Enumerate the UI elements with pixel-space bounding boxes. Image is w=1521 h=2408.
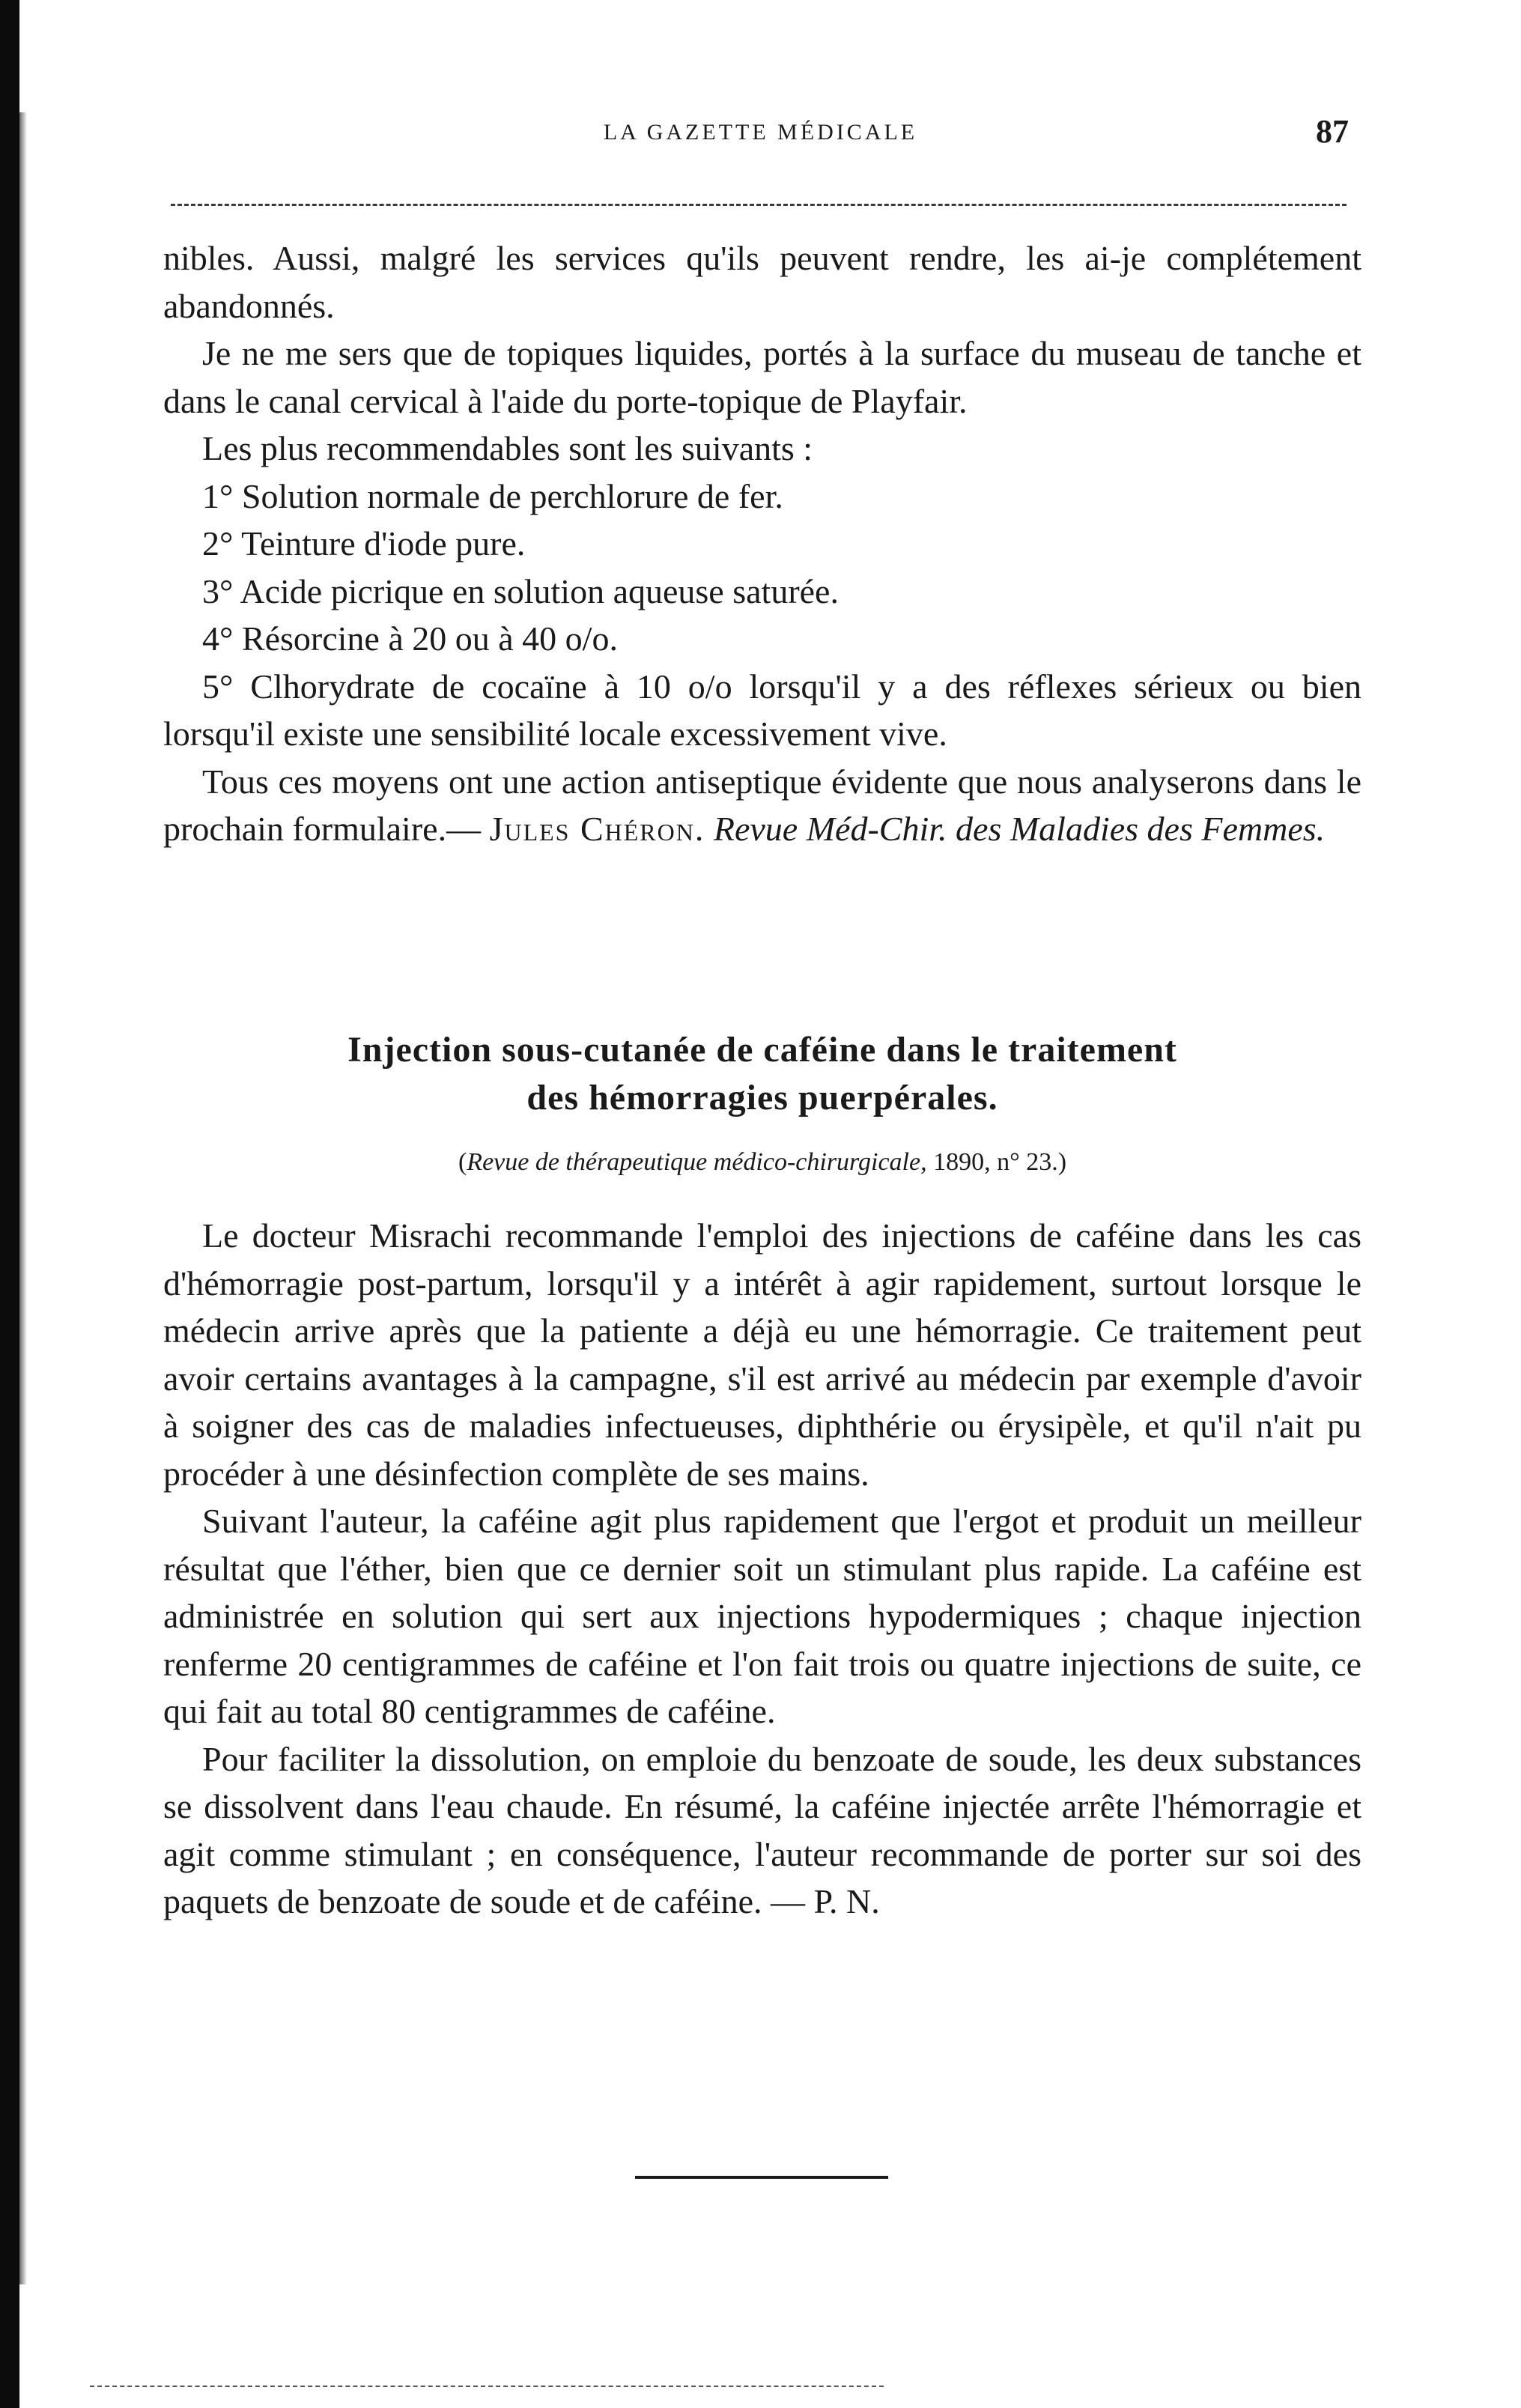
- continuation-paragraph: nibles. Aussi, malgré les services qu'ils peuvent rendre, les ai-je complétement abandonnés.: [163, 239, 1361, 325]
- list-item: 2° Teinture d'iode pure.: [202, 524, 526, 562]
- article-2-body: [163, 1212, 1361, 1926]
- closing-paragraph: [163, 758, 1361, 853]
- section-end-rule: [635, 2176, 888, 2179]
- paragraph: Je ne me sers que de topiques liquides, portés à la surface du museau de tanche et dans le canal cervical à l'aide du porte-topique de Playfair.: [163, 334, 1361, 420]
- title-line: des hémorragies puerpérales.: [526, 1078, 998, 1117]
- article-2-source: (Revue de thérapeutique médico-chirurgicale, 1890, n° 23.): [458, 1148, 1067, 1176]
- article-1-body: [163, 234, 1361, 853]
- paragraph: Le docteur Misrachi recommande l'emploi des injections de caféine dans les cas d'hémorragie post-partum, lorsqu'il y a intérêt à agir rapidement, surtout lorsque le médecin arrive après que la patiente a déjà eu une hémorragie. Ce traitement peut avoir certains avantages à la campagne, s'il est arrivé au médecin par exemple d'avoir à soigner des cas de maladies infectueuses, diphthérie ou érysipèle, et qu'il n'ait pu procéder à une désinfection complète de ses mains.: [163, 1216, 1361, 1493]
- running-head: [172, 112, 1349, 157]
- paragraph: Suivant l'auteur, la caféine agit plus rapidement que l'ergot et produit un meilleur résultat que l'éther, bien que ce dernier soit un stimulant plus rapide. La caféine est administrée en solution qui sert aux injections hypodermiques ; chaque injection renferme 20 centigrammes de caféine et l'on fait trois ou quatre injections de suite, ce qui fait au total 80 centigrammes de caféine.: [163, 1502, 1361, 1730]
- source-citation: Revue Méd-Chir. des Maladies des Femmes.: [713, 810, 1326, 848]
- page-number: 87: [1316, 113, 1349, 150]
- list-item: 4° Résorcine à 20 ou à 40 o/o.: [202, 619, 618, 658]
- list-intro: Les plus recommendables sont les suivants :: [202, 429, 813, 467]
- header-rule: [171, 204, 1347, 206]
- source-reference: 1890, n° 23.: [933, 1148, 1058, 1176]
- list-item: 5° Clhorydrate de cocaïne à 10 o/o lorsqu'il y a des réflexes sérieux ou bien lorsqu'il existe une sensibilité locale excessivement vive.: [163, 667, 1361, 753]
- list-item: 1° Solution normale de perchlorure de fer.: [202, 476, 783, 515]
- article-2-title: [163, 1026, 1361, 1122]
- source-journal: Revue de thérapeutique médico-chirurgicale,: [467, 1148, 927, 1176]
- title-line: Injection sous-cutanée de caféine dans le traitement: [347, 1030, 1177, 1070]
- author-signature: Jules Chéron.: [489, 810, 705, 848]
- closing-text: Tous ces moyens ont une action antiseptique évidente que nous analyserons dans le prochain formulaire.—: [163, 762, 1361, 848]
- paragraph: Pour faciliter la dissolution, on emploie du benzoate de soude, les deux substances se dissolvent dans l'eau chaude. En résumé, la caféine injectée arrête l'hémorragie et agit comme stimulant ; en conséquence, l'auteur recommande de porter sur soi des paquets de benzoate de soude et de caféine. — P. N.: [163, 1739, 1361, 1920]
- scan-bottom-edge: [90, 2386, 884, 2387]
- scan-binding-edge: [0, 0, 19, 2408]
- running-title: LA GAZETTE MÉDICALE: [603, 120, 918, 145]
- list-item: 3° Acide picrique en solution aqueuse saturée.: [202, 571, 839, 610]
